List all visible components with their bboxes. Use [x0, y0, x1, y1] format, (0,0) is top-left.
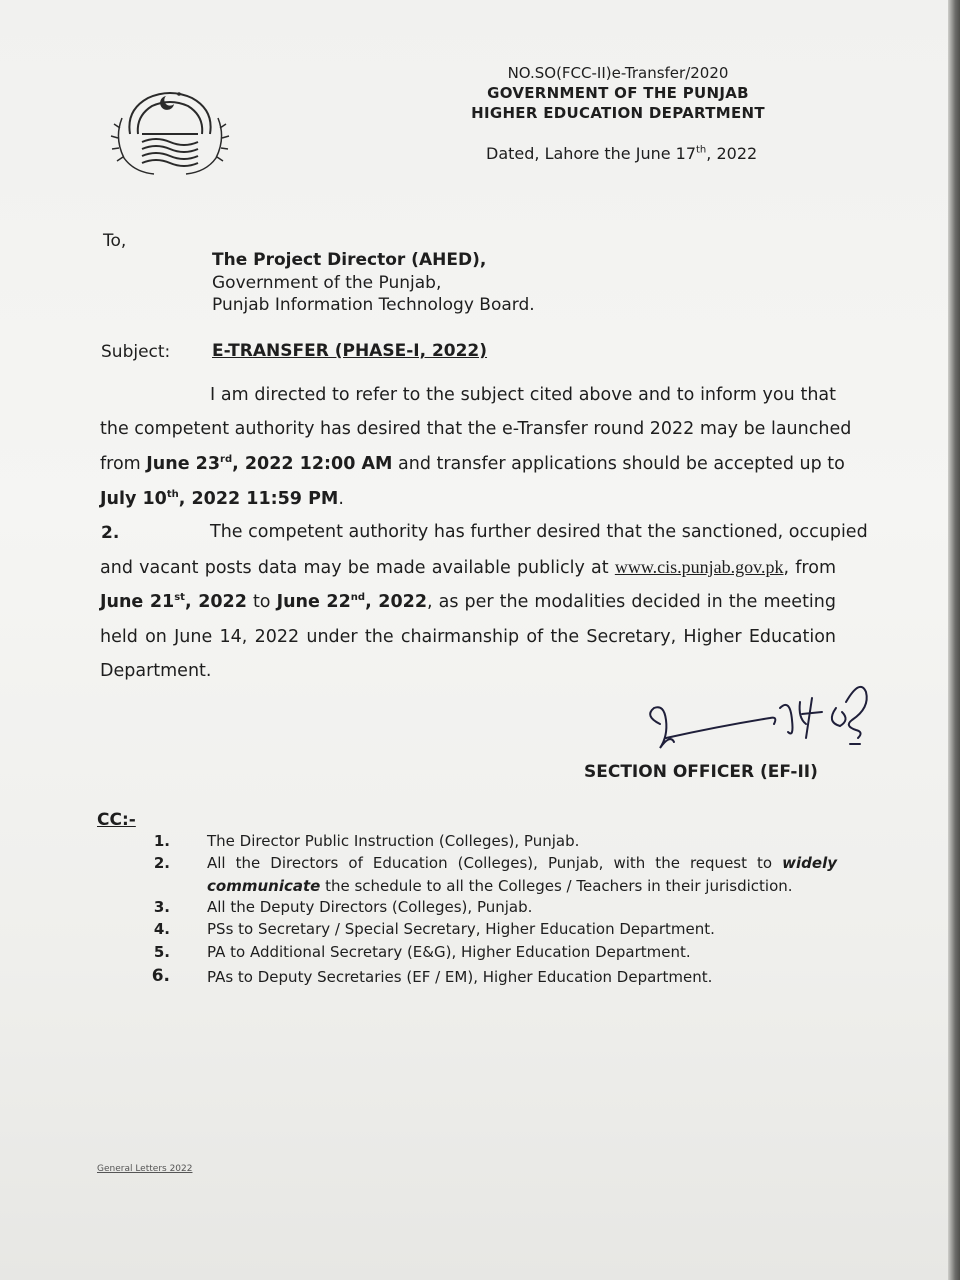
- para2-line-4: held on June 14, 2022 under the chairmanship of the Secretary, Higher Education: [100, 627, 836, 647]
- para2-line-5: Department.: [100, 661, 212, 681]
- para2-number: 2.: [101, 523, 120, 543]
- para2-line-2: and vacant posts data may be made available publicly at www.cis.punjab.gov.pk, from: [100, 557, 836, 578]
- subject-label: Subject:: [101, 342, 171, 362]
- punjab-emblem-icon: [108, 82, 232, 178]
- cc-item-1: The Director Public Instruction (Colleges), Punjab.: [207, 832, 580, 850]
- department-title: HIGHER EDUCATION DEPARTMENT: [471, 104, 765, 122]
- cc-item-1-number: 1.: [153, 832, 170, 850]
- para2-line-3: June 21st, 2022 to June 22nd, 2022, as per the modalities decided in the meeting: [100, 592, 836, 612]
- recipient-title: The Project Director (AHED),: [212, 250, 487, 270]
- reference-number: NO.SO(FCC-II)e-Transfer/2020: [507, 64, 729, 82]
- cc-item-5: PA to Additional Secretary (E&G), Higher Education Department.: [207, 943, 691, 961]
- to-label: To,: [103, 231, 127, 251]
- cc-label: CC:-: [97, 810, 136, 830]
- para2-line-1: The competent authority has further desired that the sanctioned, occupied: [210, 522, 868, 542]
- cc-item-5-number: 5.: [153, 943, 170, 961]
- subject-text: E-TRANSFER (PHASE-I, 2022): [212, 341, 488, 361]
- cc-item-2-line-2: communicate the schedule to all the Colleges / Teachers in their jurisdiction.: [207, 877, 793, 895]
- date-line: Dated, Lahore the June 17th, 2022: [486, 144, 758, 163]
- recipient-line-1: Government of the Punjab,: [212, 273, 442, 293]
- para1-line-2: the competent authority has desired that the e-Transfer round 2022 may be launched: [100, 419, 852, 439]
- footer-file-note: General Letters 2022: [97, 1164, 193, 1174]
- cc-item-3-number: 3.: [153, 898, 170, 916]
- cis-website-link[interactable]: www.cis.punjab.gov.pk: [614, 557, 784, 577]
- cc-item-6: PAs to Deputy Secretaries (EF / EM), Higher Education Department.: [207, 968, 713, 986]
- government-title: GOVERNMENT OF THE PUNJAB: [487, 84, 749, 102]
- cc-item-4: PSs to Secretary / Special Secretary, Higher Education Department.: [207, 920, 715, 938]
- cc-item-4-number: 4.: [153, 920, 170, 938]
- cc-item-2-number: 2.: [153, 854, 170, 872]
- cc-item-6-number: 6.: [151, 966, 170, 986]
- cc-item-2-line-1: All the Directors of Education (Colleges), Punjab, with the request to widely: [207, 854, 837, 872]
- signature-mark: [640, 672, 876, 764]
- cc-item-3: All the Deputy Directors (Colleges), Punjab.: [207, 898, 533, 916]
- paper-edge-shadow: [948, 0, 960, 1280]
- para1-line-4: July 10th, 2022 11:59 PM.: [100, 489, 344, 509]
- signatory-designation: SECTION OFFICER (EF-II): [584, 762, 818, 782]
- para1-line-1: I am directed to refer to the subject cited above and to inform you that: [210, 385, 836, 405]
- recipient-line-2: Punjab Information Technology Board.: [212, 295, 535, 315]
- para1-line-3: from June 23rd, 2022 12:00 AM and transfer applications should be accepted up to: [100, 454, 845, 474]
